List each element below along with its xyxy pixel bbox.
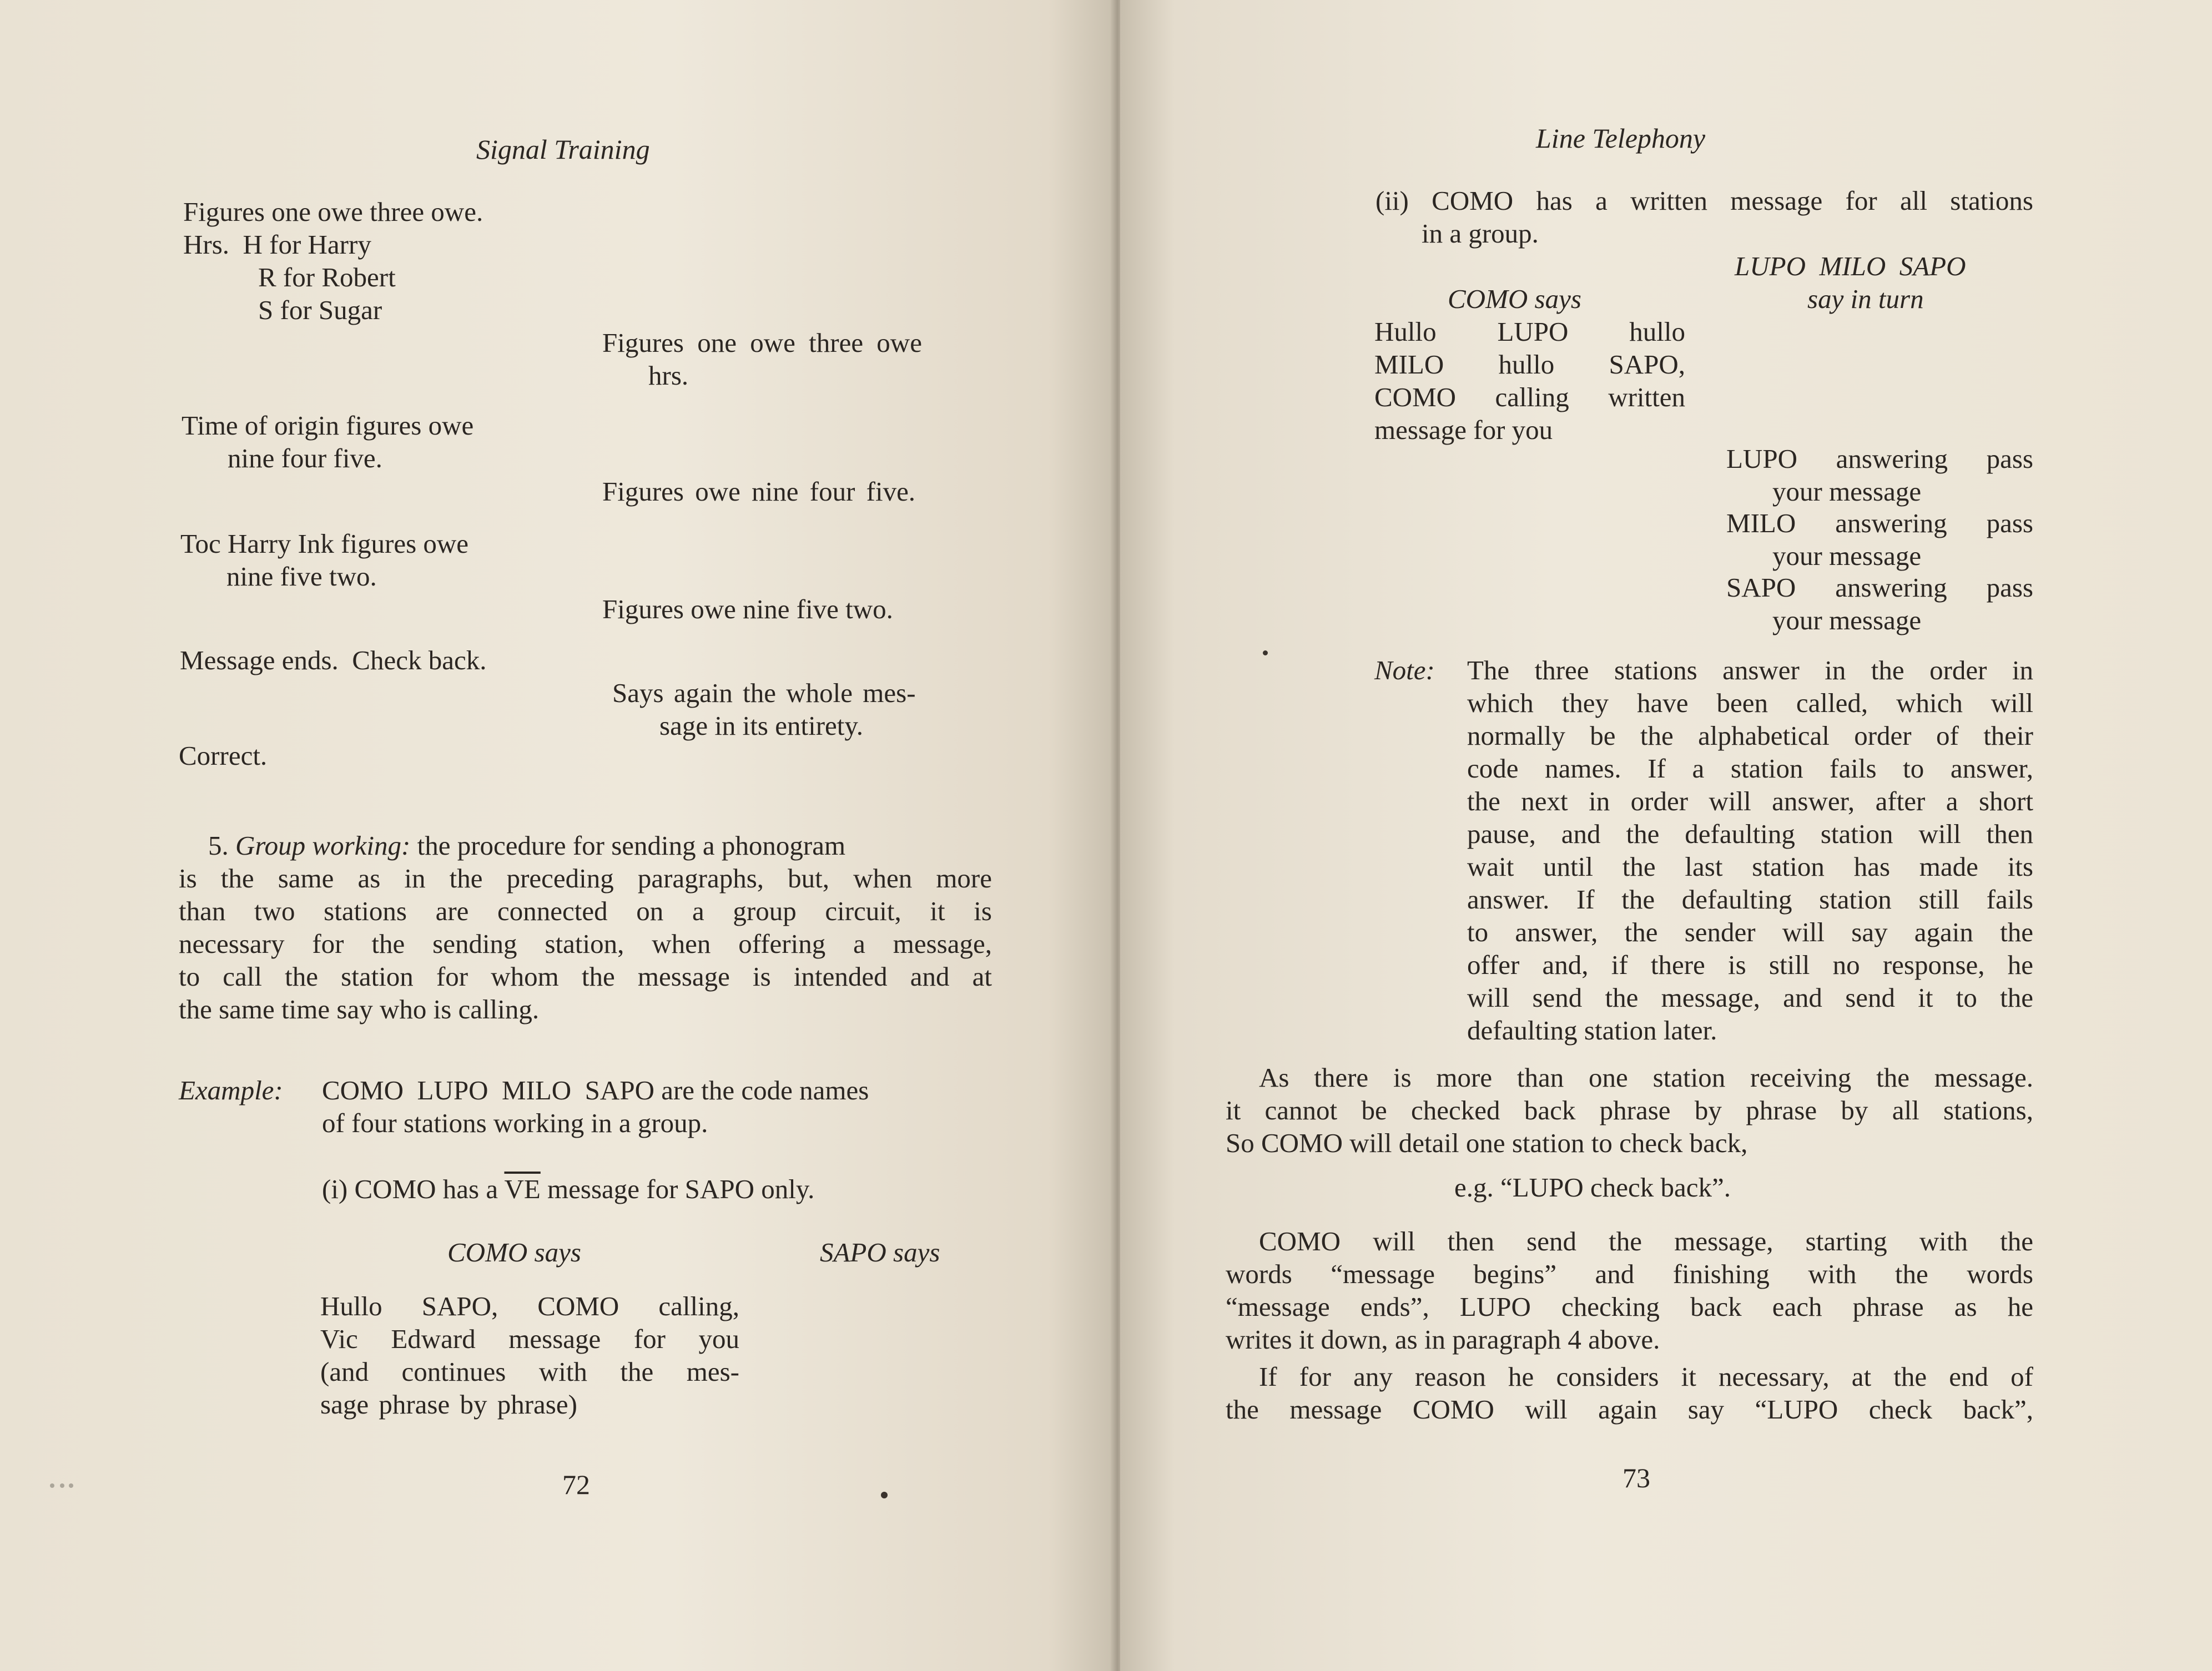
como-line: COMO calling written xyxy=(1374,382,1685,412)
section-line: to call the station for whom the message is intended and at xyxy=(179,961,992,992)
page-number: 73 xyxy=(1623,1462,1650,1493)
answer-line: LUPO answering pass xyxy=(1726,443,2033,474)
answer-line: SAPO answering pass xyxy=(1726,572,2033,603)
ink-speck xyxy=(1263,650,1268,655)
note-line: code names. If a station fails to answer, xyxy=(1467,753,2033,784)
section-first-line xyxy=(208,829,992,862)
como-says-label: COMO says xyxy=(447,1237,581,1268)
case-i-line: (and continues with the mes- xyxy=(320,1356,739,1387)
paragraph-line: words “message begins” and finishing with the words xyxy=(1226,1259,2033,1289)
note-line: answer. If the defaulting station still fails xyxy=(1467,884,2033,915)
note-line: offer and, if there is still no response, he xyxy=(1467,950,2033,980)
note-line: pause, and the defaulting station will then xyxy=(1467,819,2033,849)
example-line: COMO LUPO MILO SAPO are the code names xyxy=(322,1075,869,1105)
right-page xyxy=(1120,0,2212,1671)
note-label: Note: xyxy=(1374,655,1435,685)
note-line: which they have been called, which will xyxy=(1467,688,2033,718)
conversation-reply: hrs. xyxy=(648,360,689,391)
running-head: Line Telephony xyxy=(1536,123,1706,154)
example-label: Example: xyxy=(179,1075,283,1105)
conversation-line: Toc Harry Ink figures owe xyxy=(180,528,469,559)
note-line: to answer, the sender will say again the xyxy=(1467,917,2033,947)
case-i-line: Vic Edward message for you xyxy=(320,1324,739,1354)
paragraph-line: If for any reason he considers it necessary, at the end of xyxy=(1259,1361,2033,1392)
note-line: wait until the last station has made its xyxy=(1467,851,2033,882)
note-line: defaulting station later. xyxy=(1467,1015,1717,1046)
ink-speck xyxy=(881,1492,888,1498)
paragraph-line: So COMO will detail one station to check back, xyxy=(1226,1128,1748,1158)
paragraph-line: As there is more than one station receiving the message. xyxy=(1259,1062,2033,1093)
conversation-line: Hrs. H for Harry xyxy=(183,229,371,260)
ink-speck xyxy=(69,1483,73,1488)
note-line: the next in order will answer, after a short xyxy=(1467,786,2033,816)
conversation-line: S for Sugar xyxy=(258,295,382,325)
conversation-reply: sage in its entirety. xyxy=(659,710,863,741)
paragraph-line: “message ends”, LUPO checking back each phrase as he xyxy=(1226,1291,2033,1322)
eg-line: e.g. “LUPO check back”. xyxy=(1454,1172,1731,1203)
conversation-line: R for Robert xyxy=(258,262,396,292)
conversation-line: Figures one owe three owe. xyxy=(183,196,483,227)
example-line: of four stations working in a group. xyxy=(322,1108,708,1138)
answer-line: your message xyxy=(1772,476,1922,507)
note-line: will send the message, and send it to the xyxy=(1467,982,2033,1013)
sapo-says-label: SAPO says xyxy=(820,1237,940,1268)
section-line: the procedure for sending a phonogram xyxy=(417,830,846,861)
conversation-reply: Figures one owe three owe xyxy=(602,327,922,358)
como-line: message for you xyxy=(1374,415,1553,445)
paragraph-line: it cannot be checked back phrase by phrase by all stations, xyxy=(1226,1095,2033,1125)
conversation-line: Correct. xyxy=(179,740,268,771)
group-stations: LUPO MILO SAPO xyxy=(1735,251,1966,281)
section-title: Group working: xyxy=(235,830,411,861)
como-line: Hullo LUPO hullo xyxy=(1374,316,1685,347)
answer-line: MILO answering pass xyxy=(1726,508,2033,538)
conversation-line: Time of origin figures owe xyxy=(182,410,474,441)
case-i-heading: (i) COMO has a $\overline{VE}$ message for SAPO only. xyxy=(322,1174,815,1204)
case-i-line: Hullo SAPO, COMO calling, xyxy=(320,1291,739,1321)
conversation-reply: Figures owe nine four five. xyxy=(602,476,916,507)
say-in-turn-label: say in turn xyxy=(1807,284,1924,314)
note-line: The three stations answer in the order in xyxy=(1467,655,2033,685)
answer-line: your message xyxy=(1772,605,1922,635)
paragraph-line: writes it down, as in paragraph 4 above. xyxy=(1226,1324,1660,1355)
conversation-line: nine five two. xyxy=(226,561,377,592)
conversation-reply: Says again the whole mes- xyxy=(612,678,916,708)
case-i-line: sage phrase by phrase) xyxy=(320,1389,577,1420)
section-line: is the same as in the preceding paragraphs, but, when more xyxy=(179,863,992,893)
note-line: normally be the alphabetical order of their xyxy=(1467,720,2033,751)
case-ii-line: (ii) COMO has a written message for all stations xyxy=(1375,185,2033,216)
section-line: than two stations are connected on a group circuit, it is xyxy=(179,896,992,926)
conversation-reply: Figures owe nine five two. xyxy=(602,594,893,624)
case-ii-line: in a group. xyxy=(1422,218,1539,249)
ink-speck xyxy=(50,1483,54,1488)
como-says-label: COMO says xyxy=(1448,284,1581,314)
answer-line: your message xyxy=(1772,541,1922,571)
como-line: MILO hullo SAPO, xyxy=(1374,349,1685,380)
paragraph-line: the message COMO will again say “LUPO check back”, xyxy=(1226,1394,2033,1425)
section-line: the same time say who is calling. xyxy=(179,994,540,1024)
paragraph-line: COMO will then send the message, starting with the xyxy=(1259,1226,2033,1256)
conversation-line: nine four five. xyxy=(228,443,382,473)
section-number: 5. xyxy=(208,830,229,861)
ink-speck xyxy=(60,1483,64,1488)
section-line: necessary for the sending station, when offering a message, xyxy=(179,928,992,959)
page-number: 72 xyxy=(562,1469,590,1500)
ve-prosign: $\overline{VE}$ xyxy=(504,1174,541,1204)
conversation-line: Message ends. Check back. xyxy=(180,645,487,675)
running-head: Signal Training xyxy=(476,134,650,165)
